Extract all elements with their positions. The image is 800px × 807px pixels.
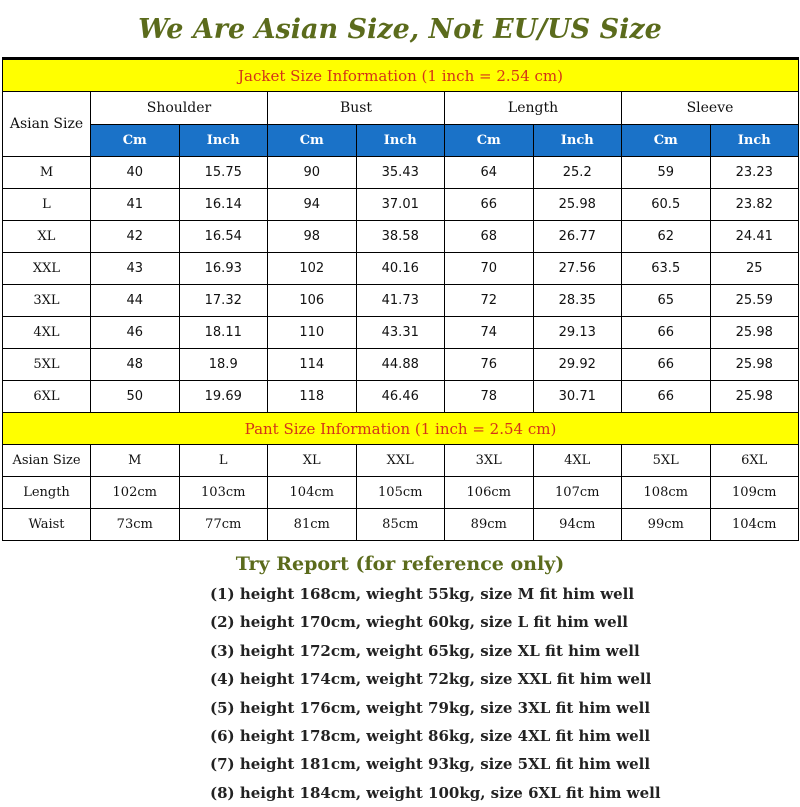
measurement-cell: 66 xyxy=(622,317,711,349)
measurement-cell: 44.88 xyxy=(356,349,445,381)
measurement-cell: 38.58 xyxy=(356,221,445,253)
measurement-cell: 15.75 xyxy=(179,157,268,189)
size-label-cell: 6XL xyxy=(3,381,91,413)
pant-value-cell: 6XL xyxy=(710,445,799,477)
measurement-cell: 40 xyxy=(91,157,180,189)
table-row xyxy=(3,253,799,285)
unit-header: Cm xyxy=(622,125,711,157)
measurement-cell: 27.56 xyxy=(533,253,622,285)
pant-value-cell: 107cm xyxy=(533,477,622,509)
measurement-cell: 25.98 xyxy=(710,349,799,381)
pant-value-cell: 4XL xyxy=(533,445,622,477)
measurement-cell: 23.23 xyxy=(710,157,799,189)
measurement-cell: 44 xyxy=(91,285,180,317)
table-row xyxy=(3,509,799,541)
measurement-cell: 26.77 xyxy=(533,221,622,253)
length-header: Length xyxy=(445,92,622,125)
measurement-cell: 102 xyxy=(268,253,357,285)
shoulder-header: Shoulder xyxy=(91,92,268,125)
pant-value-cell: 108cm xyxy=(622,477,711,509)
size-label-cell: L xyxy=(3,189,91,221)
size-label-cell: 4XL xyxy=(3,317,91,349)
jacket-rows xyxy=(3,157,799,413)
pant-value-cell: XXL xyxy=(356,445,445,477)
measurement-cell: 25 xyxy=(710,253,799,285)
measurement-cell: 41.73 xyxy=(356,285,445,317)
pant-value-cell: 104cm xyxy=(268,477,357,509)
list-item: (1) height 168cm, wieght 55kg, size M fit him well xyxy=(210,585,635,603)
measurement-cell: 18.9 xyxy=(179,349,268,381)
pant-value-cell: L xyxy=(179,445,268,477)
measurement-cell: 78 xyxy=(445,381,534,413)
pant-value-cell: 81cm xyxy=(268,509,357,541)
measurement-cell: 28.35 xyxy=(533,285,622,317)
list-item: (2) height 170cm, wieght 60kg, size L fit him well xyxy=(210,613,629,632)
pant-value-cell: 99cm xyxy=(622,509,711,541)
list-item: (3) height 172cm, weight 65kg, size XL fit him well xyxy=(210,641,640,660)
pant-value-cell: 105cm xyxy=(356,477,445,509)
measurement-cell: 43.31 xyxy=(356,317,445,349)
measurement-cell: 25.98 xyxy=(710,317,799,349)
size-label-cell: 5XL xyxy=(3,349,91,381)
table-row xyxy=(3,157,799,189)
measurement-cell: 40.16 xyxy=(356,253,445,285)
pant-value-cell: M xyxy=(91,445,180,477)
table-row xyxy=(3,285,799,317)
jacket-banner-row xyxy=(3,59,799,92)
asian-size-header: Asian Size xyxy=(3,92,91,157)
measurement-cell: 90 xyxy=(268,157,357,189)
measurement-cell: 18.11 xyxy=(179,317,268,349)
pant-row-label: Waist xyxy=(3,509,91,541)
unit-header: Inch xyxy=(356,125,445,157)
jacket-banner: Jacket Size Information (1 inch = 2.54 cm) xyxy=(3,59,799,92)
pant-value-cell: 73cm xyxy=(91,509,180,541)
measurement-cell: 72 xyxy=(445,285,534,317)
measurement-cell: 46 xyxy=(91,317,180,349)
measurement-cell: 16.93 xyxy=(179,253,268,285)
measurement-cell: 25.59 xyxy=(710,285,799,317)
measurement-cell: 35.43 xyxy=(356,157,445,189)
table-row xyxy=(3,317,799,349)
table-row xyxy=(3,221,799,253)
measurement-cell: 42 xyxy=(91,221,180,253)
measurement-cell: 41 xyxy=(91,189,180,221)
list-item: (4) height 174cm, weight 72kg, size XXL fit him well xyxy=(210,670,652,689)
table-row xyxy=(3,445,799,477)
page-title: We Are Asian Size, Not EU/US Size xyxy=(138,14,662,45)
measurement-cell: 25.98 xyxy=(710,381,799,413)
measurement-cell: 110 xyxy=(268,317,357,349)
measurement-cell: 48 xyxy=(91,349,180,381)
size-label-cell: XL xyxy=(3,221,91,253)
size-label-cell: XXL xyxy=(3,253,91,285)
pant-value-cell: 106cm xyxy=(445,477,534,509)
unit-header: Inch xyxy=(533,125,622,157)
table-row xyxy=(3,189,799,221)
pant-banner: Pant Size Information (1 inch = 2.54 cm) xyxy=(3,413,799,445)
try-report-list xyxy=(210,580,661,807)
measurement-cell: 25.2 xyxy=(533,157,622,189)
pant-value-cell: 104cm xyxy=(710,509,799,541)
jacket-group-header-row xyxy=(3,92,799,125)
pant-row-label: Length xyxy=(3,477,91,509)
pant-value-cell: 89cm xyxy=(445,509,534,541)
pant-value-cell: 5XL xyxy=(622,445,711,477)
list-item: (5) height 176cm, weight 79kg, size 3XL fit him well xyxy=(210,698,651,717)
pant-value-cell: 94cm xyxy=(533,509,622,541)
measurement-cell: 94 xyxy=(268,189,357,221)
unit-header: Cm xyxy=(91,125,180,157)
unit-header: Inch xyxy=(710,125,799,157)
list-item: (8) height 184cm, weight 100kg, size 6XL fit him well xyxy=(210,783,661,802)
unit-header: Cm xyxy=(445,125,534,157)
measurement-cell: 66 xyxy=(445,189,534,221)
measurement-cell: 24.41 xyxy=(710,221,799,253)
measurement-cell: 65 xyxy=(622,285,711,317)
pant-row-label: Asian Size xyxy=(3,445,91,477)
measurement-cell: 76 xyxy=(445,349,534,381)
table-row xyxy=(3,381,799,413)
size-label-cell: M xyxy=(3,157,91,189)
pant-value-cell: 102cm xyxy=(91,477,180,509)
pant-value-cell: XL xyxy=(268,445,357,477)
size-chart-table xyxy=(2,57,799,541)
table-row xyxy=(3,349,799,381)
measurement-cell: 16.54 xyxy=(179,221,268,253)
measurement-cell: 74 xyxy=(445,317,534,349)
pant-value-cell: 77cm xyxy=(179,509,268,541)
measurement-cell: 23.82 xyxy=(710,189,799,221)
list-item: (7) height 181cm, weight 93kg, size 5XL fit him well xyxy=(210,755,651,774)
measurement-cell: 50 xyxy=(91,381,180,413)
jacket-unit-header-row xyxy=(3,125,799,157)
measurement-cell: 60.5 xyxy=(622,189,711,221)
list-item: (6) height 178cm, weight 86kg, size 4XL fit him well xyxy=(210,726,651,745)
try-report-title: Try Report (for reference only) xyxy=(235,553,565,575)
bust-header: Bust xyxy=(268,92,445,125)
measurement-cell: 43 xyxy=(91,253,180,285)
measurement-cell: 30.71 xyxy=(533,381,622,413)
unit-header: Inch xyxy=(179,125,268,157)
measurement-cell: 25.98 xyxy=(533,189,622,221)
size-label-cell: 3XL xyxy=(3,285,91,317)
measurement-cell: 19.69 xyxy=(179,381,268,413)
measurement-cell: 16.14 xyxy=(179,189,268,221)
measurement-cell: 64 xyxy=(445,157,534,189)
measurement-cell: 106 xyxy=(268,285,357,317)
sleeve-header: Sleeve xyxy=(622,92,799,125)
measurement-cell: 17.32 xyxy=(179,285,268,317)
pant-banner-row xyxy=(3,413,799,445)
measurement-cell: 114 xyxy=(268,349,357,381)
unit-header: Cm xyxy=(268,125,357,157)
measurement-cell: 98 xyxy=(268,221,357,253)
measurement-cell: 29.13 xyxy=(533,317,622,349)
measurement-cell: 37.01 xyxy=(356,189,445,221)
pant-rows xyxy=(3,445,799,541)
measurement-cell: 70 xyxy=(445,253,534,285)
measurement-cell: 63.5 xyxy=(622,253,711,285)
pant-value-cell: 103cm xyxy=(179,477,268,509)
measurement-cell: 62 xyxy=(622,221,711,253)
measurement-cell: 118 xyxy=(268,381,357,413)
pant-value-cell: 109cm xyxy=(710,477,799,509)
measurement-cell: 29.92 xyxy=(533,349,622,381)
table-row xyxy=(3,477,799,509)
measurement-cell: 46.46 xyxy=(356,381,445,413)
pant-value-cell: 3XL xyxy=(445,445,534,477)
measurement-cell: 66 xyxy=(622,381,711,413)
pant-value-cell: 85cm xyxy=(356,509,445,541)
measurement-cell: 66 xyxy=(622,349,711,381)
measurement-cell: 68 xyxy=(445,221,534,253)
measurement-cell: 59 xyxy=(622,157,711,189)
